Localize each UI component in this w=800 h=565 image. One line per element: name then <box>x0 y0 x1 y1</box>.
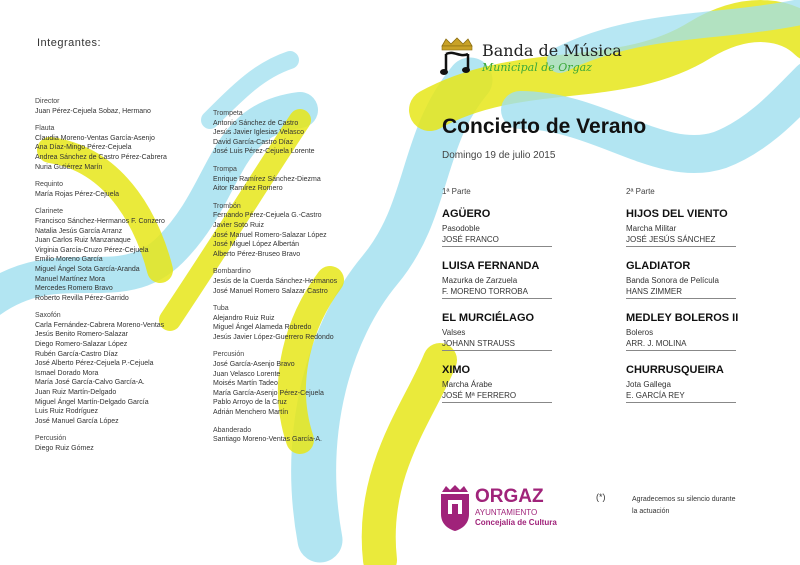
member-name: Rubén García-Castro Díaz <box>35 350 118 358</box>
part-1-heading: 1ª Parte <box>442 187 471 196</box>
member-section <box>213 426 383 445</box>
member-name: José Manuel García López <box>35 417 119 425</box>
member-name: Santiago Moreno-Ventas García-A. <box>213 436 322 444</box>
piece-genre: Marcha Árabe <box>442 380 493 389</box>
piece-genre: Valses <box>442 328 466 337</box>
instrument-label: Flauta <box>35 125 55 133</box>
member-name: Aitor Ramírez Romero <box>213 185 283 193</box>
piece-composer: E. GARCÍA REY <box>626 390 736 403</box>
concert-title: Concierto de Verano <box>442 115 647 138</box>
instrument-label: Bombardino <box>213 268 251 276</box>
instrument-label: Abanderado <box>213 426 252 434</box>
member-name: Juan Pérez-Cejuela Sobaz, Hermano <box>35 107 151 115</box>
member-name: Emilio Moreno García <box>35 256 103 264</box>
concert-date: Domingo 19 de julio 2015 <box>442 150 556 161</box>
silence-note: Agradecemos su silencio durante la actuación <box>632 496 736 515</box>
piece-title: HIJOS DEL VIENTO <box>626 208 728 220</box>
member-section <box>213 202 383 260</box>
instrument-label: Saxofón <box>35 312 61 320</box>
member-name: Miguel Ángel Alameda Robredo <box>213 324 312 332</box>
member-name: Pablo Arroyo de la Cruz <box>213 399 287 407</box>
member-name: Adrián Menchero Martín <box>213 409 289 417</box>
member-name: José Alberto Pérez-Cejuela P.-Cejuela <box>35 360 154 368</box>
piece-genre: Marcha Militar <box>626 224 677 233</box>
member-name: Miguel Ángel Martín-Delgado García <box>35 398 149 406</box>
member-name: Alberto Pérez-Bruseo Bravo <box>213 250 301 258</box>
member-name: José Luis Pérez-Cejuela Lorente <box>213 148 315 156</box>
note-asterisk: (*) <box>596 492 606 502</box>
instrument-label: Tuba <box>213 305 229 313</box>
member-name: Francisco Sánchez-Hermanos F. Conzero <box>35 217 165 225</box>
member-name: Natalia Jesús García Arranz <box>35 227 123 235</box>
piece-title: CHURRUSQUEIRA <box>626 364 724 376</box>
member-section <box>35 311 205 426</box>
member-name: Manuel Martínez Mora <box>35 275 106 283</box>
member-name: Miguel Ángel Sota García-Aranda <box>35 265 140 273</box>
member-name: José Manuel Romero Salazar Castro <box>213 287 328 295</box>
instrument-label: Requinto <box>35 181 64 189</box>
instrument-label: Trompa <box>213 165 237 173</box>
piece-genre: Mazurka de Zarzuela <box>442 276 518 285</box>
member-name: Diego Romero-Salazar López <box>35 341 128 349</box>
piece-genre: Jota Gallega <box>626 380 671 389</box>
piece-title: MEDLEY BOLEROS II <box>626 312 739 324</box>
member-name: Javier Soto Ruiz <box>213 221 264 229</box>
piece-composer: JOSÉ Mª FERRERO <box>442 390 552 403</box>
piece-composer: JOSÉ JESÚS SÁNCHEZ <box>626 234 736 247</box>
member-name: Virginia García-Cruzo Pérez-Cejuela <box>35 246 149 254</box>
member-name: Andrea Sánchez de Castro Pérez-Cabrera <box>35 153 167 161</box>
program-piece <box>442 312 612 351</box>
member-section <box>35 124 205 172</box>
part-1-program <box>442 208 612 416</box>
member-name: Jesús Javier López-Guerrero Redondo <box>213 333 334 341</box>
piece-genre: Pasodoble <box>442 224 480 233</box>
piece-title: GLADIATOR <box>626 260 691 272</box>
orgaz-name: ORGAZ <box>475 486 544 507</box>
member-section <box>213 109 383 157</box>
member-name: Ismael Dorado Mora <box>35 369 99 377</box>
part-2-program <box>626 208 796 416</box>
member-name: María Rojas Pérez-Cejuela <box>35 190 120 198</box>
instrument-label: Percusión <box>35 435 67 443</box>
member-section <box>35 180 205 199</box>
program-piece <box>442 260 612 299</box>
member-name: María José García-Calvo García-A. <box>35 379 145 387</box>
instrument-label: Director <box>35 98 60 105</box>
piece-title: LUISA FERNANDA <box>442 260 540 272</box>
member-section <box>35 207 205 303</box>
program-piece <box>442 208 612 247</box>
piece-title: AGÜERO <box>442 208 491 220</box>
instrument-label: Trompeta <box>213 110 243 117</box>
member-name: María García-Asenjo Pérez-Cejuela <box>213 389 324 397</box>
piece-title: EL MURCIÉLAGO <box>442 312 535 324</box>
instrument-label: Trombón <box>213 202 241 210</box>
piece-genre: Banda Sonora de Película <box>626 276 719 285</box>
member-name: José Miguel López Albertán <box>213 241 299 249</box>
part-2-heading: 2ª Parte <box>626 187 655 196</box>
piece-genre: Boleros <box>626 328 654 337</box>
members-column-1 <box>35 97 205 462</box>
piece-composer: ARR. J. MOLINA <box>626 338 736 351</box>
member-name: Juan Carlos Ruiz Manzanaque <box>35 237 131 245</box>
instrument-label: Percusión <box>213 351 245 359</box>
member-section <box>213 304 383 342</box>
piece-composer: JOSÉ FRANCO <box>442 234 552 247</box>
program-piece <box>442 364 612 403</box>
coat-of-arms-icon <box>438 484 472 532</box>
member-name: Nuria Gutiérrez Marín <box>35 163 103 171</box>
member-name: Jesús de la Cuerda Sánchez-Hermanos <box>213 277 338 285</box>
instrument-label: Clarinete <box>35 208 64 216</box>
program-piece <box>626 208 796 247</box>
program-piece <box>626 364 796 403</box>
member-name: Enrique Ramírez Sánchez-Diezma <box>213 175 321 183</box>
member-section <box>213 350 383 417</box>
member-name: Jesús Benito Romero-Salazar <box>35 331 128 339</box>
member-name: Fernando Pérez-Cejuela G.-Castro <box>213 212 322 220</box>
member-name: Jesús Javier Iglesias Velasco <box>213 129 305 137</box>
member-name: Claudia Moreno-Ventas García-Asenjo <box>35 134 155 142</box>
band-subtitle: Municipal de Orgaz <box>482 61 592 74</box>
members-heading: Integrantes: <box>37 37 102 49</box>
member-name: José Manuel Romero-Salazar López <box>213 231 327 239</box>
member-section <box>35 97 205 116</box>
program-piece <box>626 260 796 299</box>
band-name: Banda de Música <box>482 41 622 60</box>
culture-department-label: Concejalía de Cultura <box>475 518 557 527</box>
piece-composer: F. MORENO TORROBA <box>442 286 552 299</box>
member-name: Antonio Sánchez de Castro <box>213 119 299 127</box>
member-name: Luis Ruiz Rodríguez <box>35 408 99 416</box>
crown-music-icon <box>436 36 478 78</box>
program-piece <box>626 312 796 351</box>
piece-title: XIMO <box>442 364 471 376</box>
member-name: Juan Velasco Lorente <box>213 370 281 378</box>
member-name: Moisés Martín Tadeo <box>213 380 278 388</box>
council-label: AYUNTAMIENTO <box>475 508 538 517</box>
member-name: David García-Castro Díaz <box>213 138 294 146</box>
member-name: Roberto Revilla Pérez-Garrido <box>35 294 129 302</box>
piece-composer: HANS ZIMMER <box>626 286 736 299</box>
members-column-2 <box>213 109 383 453</box>
member-name: Mercedes Romero Bravo <box>35 285 113 293</box>
member-name: Ana Díaz-Mingo Pérez-Cejuela <box>35 144 132 152</box>
member-name: Carla Fernández-Cabrera Moreno-Ventas <box>35 321 165 329</box>
member-name: Juan Ruiz Martín-Delgado <box>35 389 117 397</box>
member-section <box>213 267 383 296</box>
member-section <box>35 434 205 453</box>
member-name: Alejandro Ruiz Ruiz <box>213 314 275 322</box>
piece-composer: JOHANN STRAUSS <box>442 338 552 351</box>
member-name: José García-Asenjo Bravo <box>213 361 295 369</box>
band-logo <box>436 36 636 76</box>
member-section <box>213 165 383 194</box>
member-name: Diego Ruiz Gómez <box>35 445 94 452</box>
